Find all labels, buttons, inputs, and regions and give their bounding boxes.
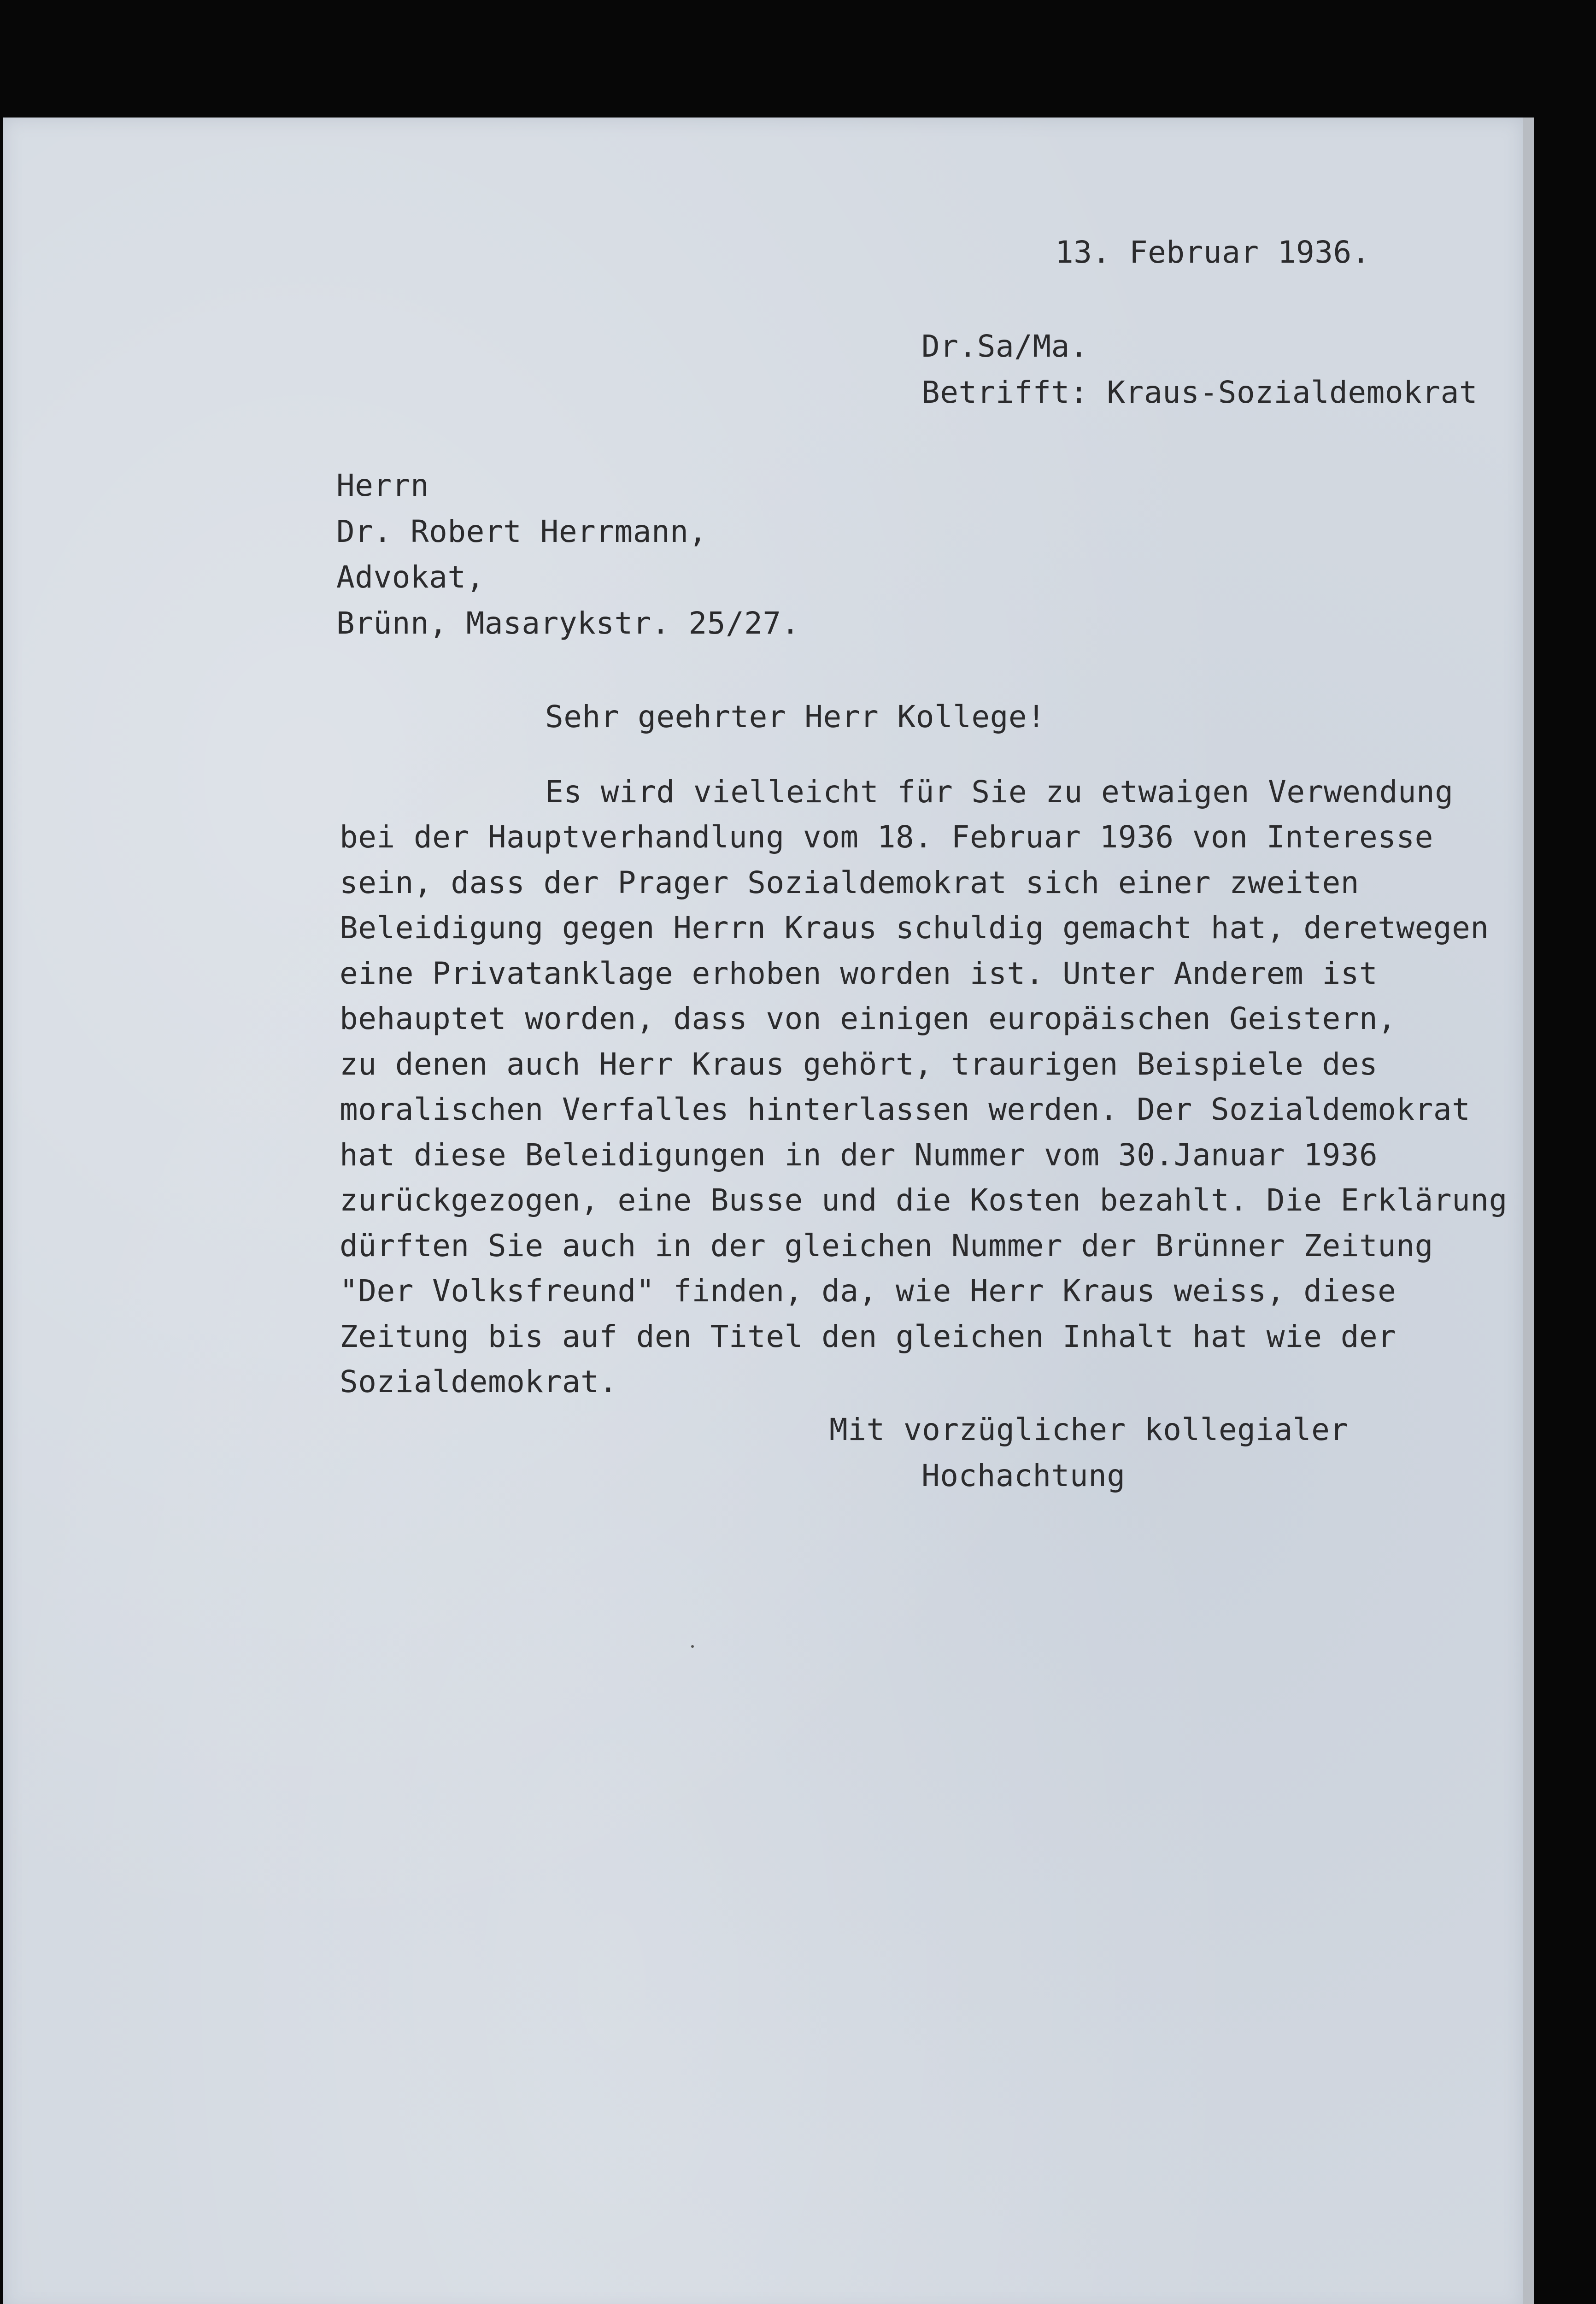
body-line: behauptet worden, dass von einigen europäischen Geistern, xyxy=(340,1001,1396,1036)
body-line: moralischen Verfalles hinterlassen werden. Der Sozialdemokrat xyxy=(340,1092,1471,1127)
recipient-line: Brünn, Masarykstr. 25/27. xyxy=(336,605,800,641)
body-line: dürften Sie auch in der gleichen Nummer der Brünner Zeitung xyxy=(340,1228,1433,1264)
closing-line: Hochachtung xyxy=(921,1458,1126,1493)
body-line: eine Privatanklage erhoben worden ist. Unter Anderem ist xyxy=(340,956,1378,991)
body-line: Beleidigung gegen Herrn Kraus schuldig gemacht hat, deretwegen xyxy=(340,910,1489,946)
salutation: Sehr geehrter Herr Kollege! xyxy=(545,699,1046,735)
body-line: Zeitung bis auf den Titel den gleichen Inhalt hat wie der xyxy=(340,1319,1396,1354)
body-line: Es wird vielleicht für Sie zu etwaigen Verwendung xyxy=(545,774,1454,810)
sheet-edge-strip xyxy=(1523,118,1534,2304)
paper-speck xyxy=(691,1645,694,1648)
body-line: bei der Hauptverhandlung vom 18. Februar 1936 von Interesse xyxy=(340,819,1433,855)
closing-line: Mit vorzüglicher kollegialer xyxy=(829,1412,1349,1447)
reference-code: Dr.Sa/Ma. xyxy=(921,329,1089,364)
body-line: zu denen auch Herr Kraus gehört, traurigen Beispiele des xyxy=(340,1046,1378,1082)
body-line: hat diese Beleidigungen in der Nummer vom 30.Januar 1936 xyxy=(340,1137,1378,1173)
body-line: Sozialdemokrat. xyxy=(340,1364,618,1399)
letter-date: 13. Februar 1936. xyxy=(1055,235,1371,270)
body-line: sein, dass der Prager Sozialdemokrat sich einer zweiten xyxy=(340,865,1359,900)
body-line: zurückgezogen, eine Busse und die Kosten bezahlt. Die Erklärung xyxy=(340,1182,1508,1218)
recipient-line: Herrn xyxy=(336,468,429,503)
recipient-line: Dr. Robert Herrmann, xyxy=(336,514,707,549)
reference-subject: Betrifft: Kraus-Sozialdemokrat xyxy=(921,375,1478,410)
body-line: "Der Volksfreund" finden, da, wie Herr Kraus weiss, diese xyxy=(340,1273,1396,1309)
recipient-line: Advokat, xyxy=(336,559,485,595)
